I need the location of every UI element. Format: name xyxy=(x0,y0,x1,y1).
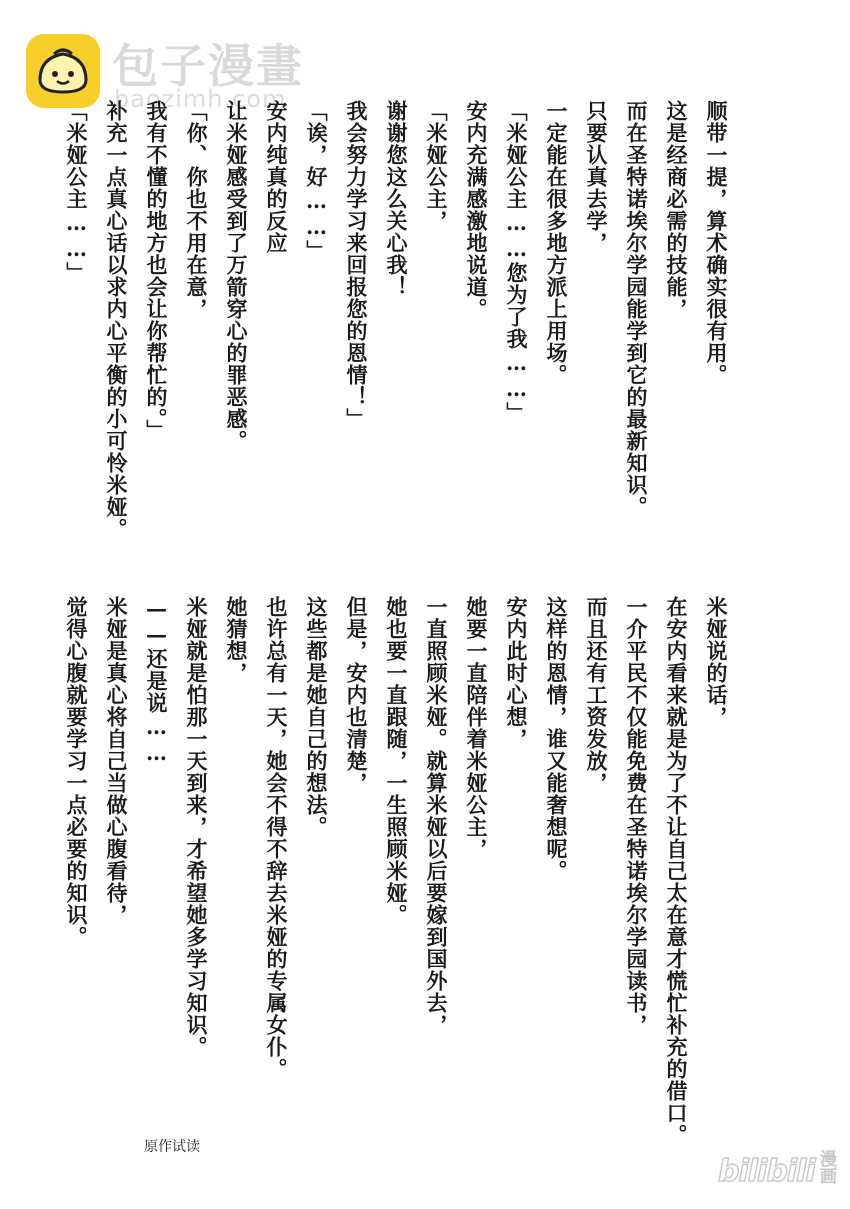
brand-title: 包子漫畫 xyxy=(112,39,304,93)
text-column: 安内充满感激地说道。 xyxy=(464,100,489,320)
text-column: 而在圣特诺埃尔学园能学到它的最新知识。 xyxy=(624,100,649,518)
text-column: 这些都是她自己的想法。 xyxy=(304,596,329,838)
text-column: 米娅是真心将自己当做心腹看待， xyxy=(104,596,129,926)
bilibili-logo-text: bilibili xyxy=(718,1154,815,1189)
text-column: 安内此时心想， xyxy=(504,596,529,750)
text-column: 她要一直陪伴着米娅公主， xyxy=(464,596,489,860)
text-column: ——还是说…… xyxy=(144,596,169,766)
text-column: 「诶，好……」 xyxy=(304,100,329,262)
text-column: 安内纯真的反应 xyxy=(264,100,289,254)
text-column: 而且还有工资发放， xyxy=(584,596,609,794)
text-block-top xyxy=(56,100,736,540)
text-column: 觉得心腹就要学习一点必要的知识。 xyxy=(64,596,89,948)
text-column: 谢谢您这么关心我！ xyxy=(384,100,409,298)
text-column: 米娅就是怕那一天到来，才希望她多学习知识。 xyxy=(184,596,209,1058)
text-column: 「米娅公主， xyxy=(424,100,449,232)
bilibili-watermark xyxy=(718,1150,838,1196)
brand-url: baozimh.com xyxy=(114,85,287,113)
text-column: 这是经商必需的技能， xyxy=(664,100,689,320)
text-column: 一介平民不仅能免费在圣特诺埃尔学园读书， xyxy=(624,596,649,1036)
text-column: 这样的恩情，谁又能奢想呢。 xyxy=(544,596,569,882)
text-column: 一定能在很多地方派上用场。 xyxy=(544,100,569,386)
text-column: 顺带一提，算术确实很有用。 xyxy=(704,100,729,386)
text-column: 米娅说的话， xyxy=(704,596,729,728)
text-column: 我有不懂的地方也会让你帮忙的。」 xyxy=(144,100,169,442)
text-column: 但是，安内也清楚， xyxy=(344,596,369,794)
text-column: 也许总有一天，她会不得不辞去米娅的专属女仆。 xyxy=(264,596,289,1080)
text-column: 在安内看来就是为了不让自己太在意才慌忙补充的借口。 xyxy=(664,596,689,1146)
caption: 原作试读 xyxy=(144,1139,200,1155)
text-column: 我会努力学习来回报您的恩情！」 xyxy=(344,100,369,430)
text-block-bottom xyxy=(56,596,736,1146)
text-column: 只要认真去学， xyxy=(584,100,609,254)
text-column: 她也要一直跟随，一生照顾米娅。 xyxy=(384,596,409,926)
baozi-logo-icon xyxy=(26,34,100,108)
text-column: 一直照顾米娅。就算米娅以后要嫁到国外去， xyxy=(424,596,449,1036)
text-column: 她猜想， xyxy=(224,596,249,684)
manhua-label: 漫画 xyxy=(816,1150,836,1184)
text-column: 「米娅公主……」 xyxy=(64,100,89,284)
text-column: 「米娅公主……您为了我……」 xyxy=(504,100,529,424)
text-column: 补充一点真心话以求内心平衡的小可怜米娅。 xyxy=(104,100,129,540)
text-column: 让米娅感受到了万箭穿心的罪恶感。 xyxy=(224,100,249,452)
text-column: 「你、你也不用在意， xyxy=(184,100,209,320)
